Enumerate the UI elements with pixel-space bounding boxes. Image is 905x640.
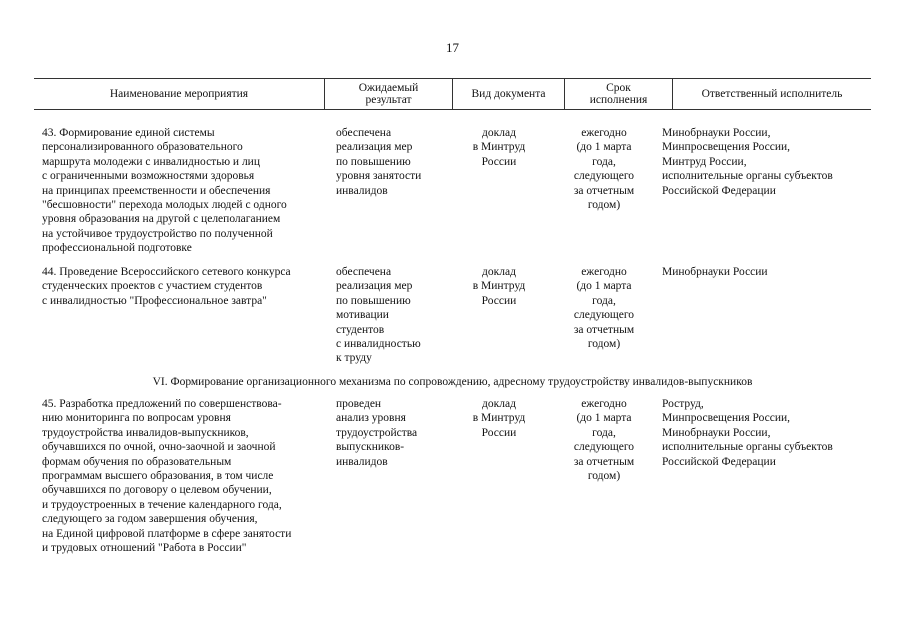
row-result: обеспечена реализация мер по повышению уровня занятости инвалидов [336,127,422,197]
header-doc-type: Вид документа [471,88,546,100]
header-result: Ожидаемый результат [358,82,419,106]
row-name: 43. Формирование единой системы персонализированного образовательного маршрута молодежи с инвалидностью и лиц с ограниченными возможностями здоровья на принципах преемственности и обеспечения "бесшовности" перехода молодых людей с одного уровня образования на другой с целеполаганием на устойчивое трудоустройство по полученной профессиональной подготовке [42,127,287,255]
page-number: 17 [446,40,459,55]
row-doc-type: доклад в Минтруд России [472,398,526,439]
row-result: обеспечена реализация мер по повышению мотивации студентов с инвалидностью к труду [336,266,421,365]
row-name: 44. Проведение Всероссийского сетевого конкурса студенческих проектов с участием студентов с инвалидностью "Профессиональное завтра" [42,266,291,307]
row-deadline: ежегодно (до 1 марта года, следующего за отчетным годом) [573,398,635,483]
table-header [34,78,871,110]
row-result: проведен анализ уровня трудоустройства выпускников- инвалидов [336,398,418,468]
row-executor: Минобрнауки России [662,266,768,278]
row-deadline: ежегодно (до 1 марта года, следующего за отчетным годом) [573,266,635,351]
header-name: Наименование мероприятия [109,88,249,100]
row-deadline: ежегодно (до 1 марта года, следующего за отчетным годом) [573,127,635,212]
row-doc-type: доклад в Минтруд России [472,127,526,168]
row-doc-type: доклад в Минтруд России [472,266,526,307]
header-executor: Ответственный исполнитель [701,88,843,100]
row-executor: Роструд, Минпросвещения России, Минобрнауки России, исполнительные органы субъектов Российской Федерации [662,398,833,468]
header-deadline: Срок исполнения [589,82,648,106]
row-name: 45. Разработка предложений по совершенствова- нию мониторинга по вопросам уровня трудоустройства инвалидов-выпускников, обучавшихся по очной, очно-заочной и заочной формам обучения по образовательным программам высшего образования, в том числе обучавшихся по договору о целевом обучении, и трудоустроенных в течение календарного года, следующего за годом завершения обучения, на Единой цифровой платформе в сфере занятости и трудовых отношений "Работа в России" [42,398,292,555]
section-title: VI. Формирование организационного механизма по сопровождению, адресному трудоустройству инвалидов-выпускников [152,376,753,388]
row-executor: Минобрнауки России, Минпросвещения России, Минтруд России, исполнительные органы субъектов Российской Федерации [662,127,833,197]
